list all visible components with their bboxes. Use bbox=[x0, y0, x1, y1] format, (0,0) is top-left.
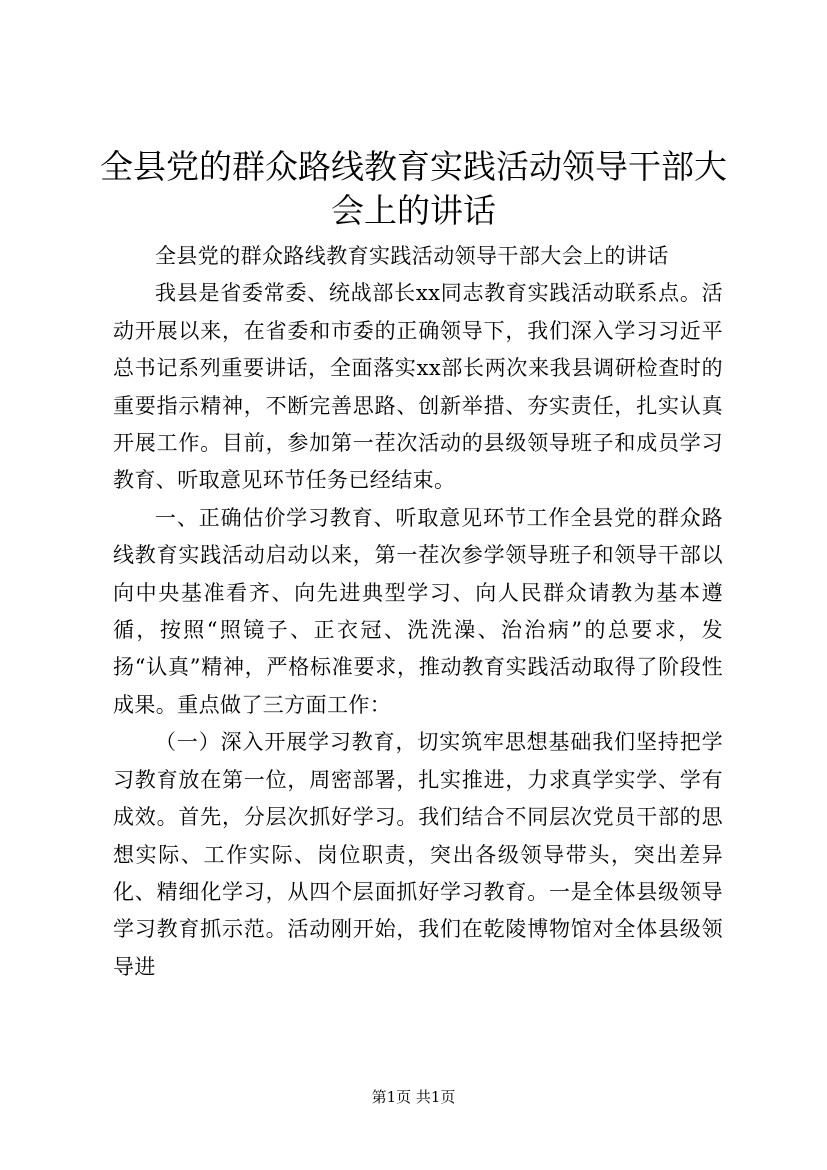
document-body bbox=[113, 238, 723, 986]
paragraph-subsection-one: （一）深入开展学习教育，切实筑牢思想基础我们坚持把学习教育放在第一位，周密部署，扎实推进，力求真学实学、学有成效。首先，分层次抓好学习。我们结合不同层次党员干部的思想实际、工作实际、岗位职责，突出各级领导带头，突出差异化、精细化学习，从四个层面抓好学习教育。一是全体县级领导学习教育抓示范。活动刚开始，我们在乾陵博物馆对全体县级领导进 bbox=[113, 730, 723, 979]
document-title: 全县党的群众路线教育实践活动领导干部大会上的讲话 bbox=[100, 147, 727, 230]
paragraph-intro: 我县是省委常委、统战部长xx同志教育实践活动联系点。活动开展以来，在省委和市委的正确领导下，我们深入学习习近平总书记系列重要讲话，全面落实xx部长两次来我县调研检查时的重要指示精神，不断完善思路、创新举措、夯实责任，扎实认真开展工作。目前，参加第一茬次活动的县级领导班子和成员学习教育、听取意见环节任务已经结束。 bbox=[113, 281, 723, 493]
page-footer: 第1页 共1页 bbox=[371, 1088, 456, 1106]
paragraph-subtitle: 全县党的群众路线教育实践活动领导干部大会上的讲话 bbox=[155, 244, 669, 268]
paragraph-section-one: 一、正确估价学习教育、听取意见环节工作全县党的群众路线教育实践活动启动以来，第一茬次参学领导班子和领导干部以向中央基准看齐、向先进典型学习、向人民群众请教为基本遵循，按照“照镜子、正衣冠、洗洗澡、治治病”的总要求，发扬“认真”精神，严格标准要求，推动教育实践活动取得了阶段性成果。重点做了三方面工作： bbox=[113, 505, 723, 717]
